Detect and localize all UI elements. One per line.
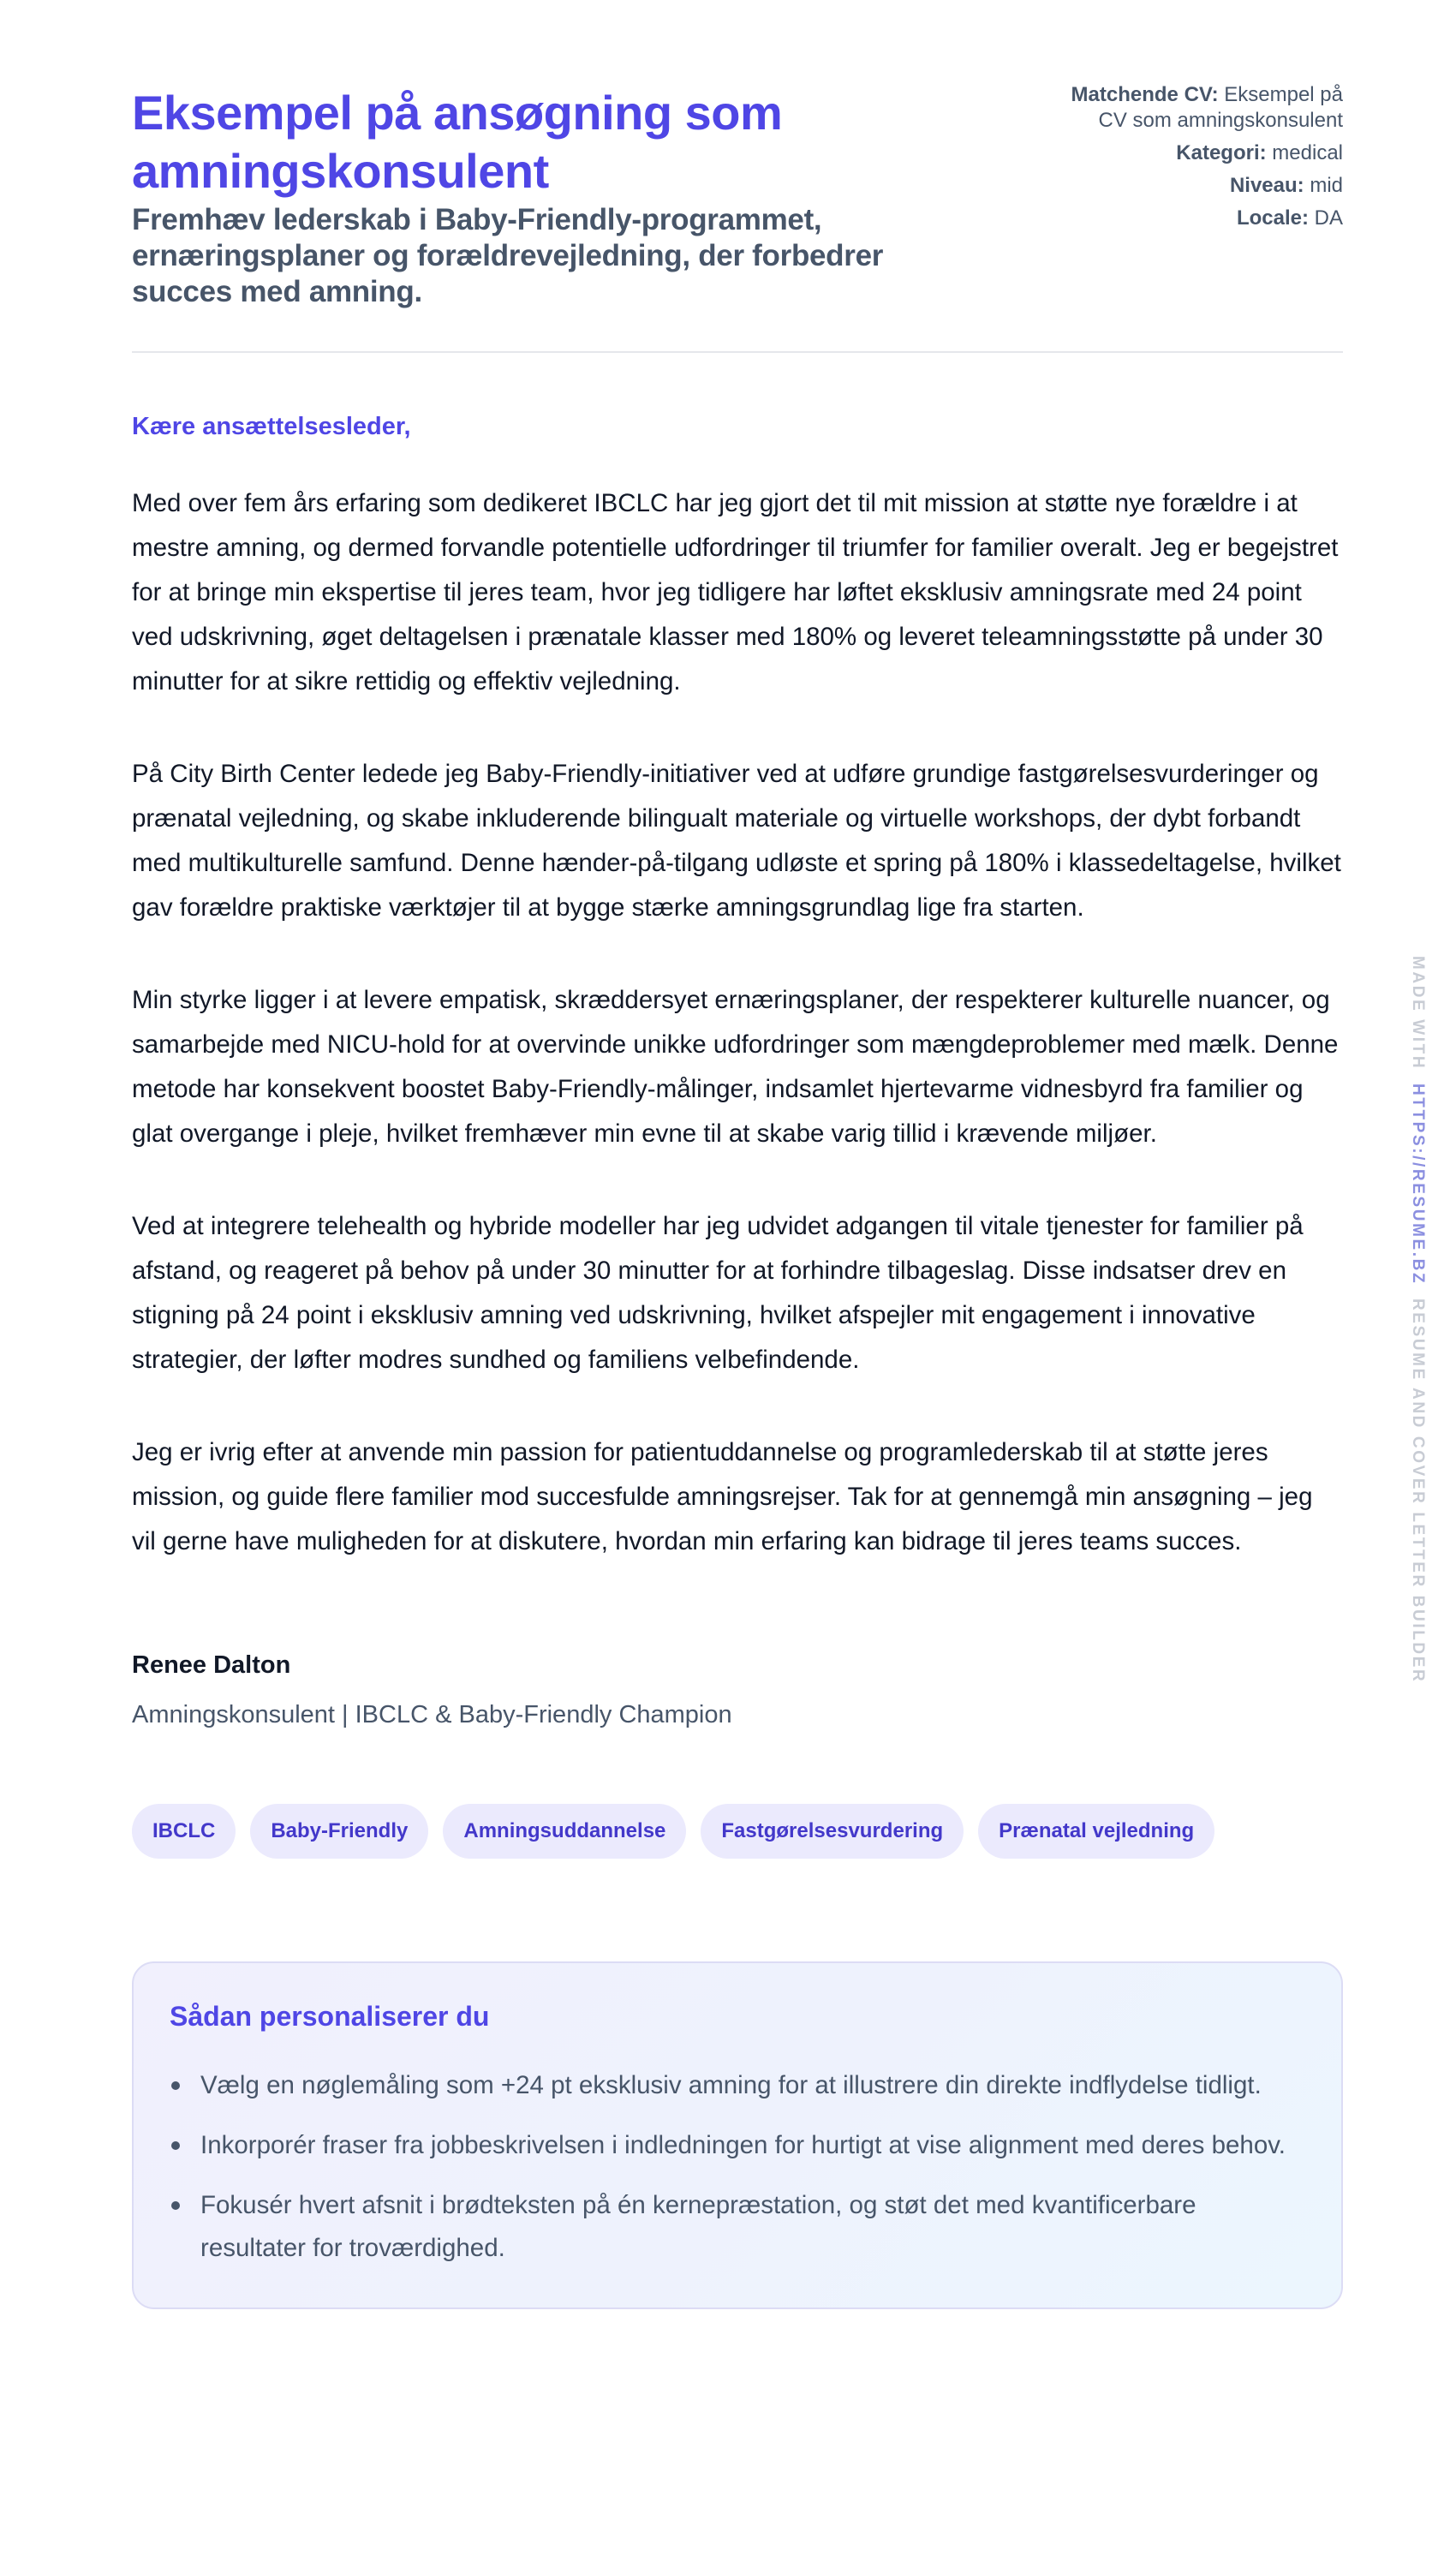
tag-chip[interactable]: Fastgørelsesvurdering — [701, 1804, 964, 1859]
meta-locale — [1060, 206, 1343, 231]
meta-value: medical — [1272, 141, 1343, 164]
header-titles — [132, 84, 971, 310]
tag-chip[interactable]: Baby-Friendly — [250, 1804, 428, 1859]
paragraph-experience: På City Birth Center ledede jeg Baby-Friendly-initiativer ved at udføre grundige fastgørelsesvurderinger og prænatal vejledning, og skabe inkluderende bilingualt materiale og virtuelle workshops, der dybt forbandt med multikulturelle samfund. Denne hænder-på-tilgang udløste et spring på 180% i klassedeltagelse, hvilket gav forældre praktiske værktøjer til at bygge stærke amningsgrundlag lige fra starten. — [132, 760, 1341, 922]
tip-text: Vælg en nøglemåling som +24 pt eksklusiv amning for at illustrere din direkte indflydelse tidligt. — [200, 2071, 1262, 2099]
tip-text: Inkorporér fraser fra jobbeskrivelsen i indledningen for hurtigt at vise alignment med deres behov. — [200, 2131, 1286, 2159]
paragraph-telehealth: Ved at integrere telehealth og hybride modeller har jeg udvidet adgangen til vitale tjenester for familier på afstand, og reageret på behov på under 30 minutter for at forhindre tilbageslag. Disse indsatser drev en stigning på 24 point i eksklusiv amning ved udskrivning, hvilket afspejler mit engagement i innovative strategier, der løfter modres sundhed og familiens velbefindende. — [132, 1212, 1304, 1374]
meta-label: Kategori: — [1176, 141, 1267, 164]
signature — [132, 1650, 1343, 1730]
made-with-watermark — [1405, 956, 1430, 1683]
meta-label: Matchende CV: — [1071, 83, 1219, 106]
bullet-icon — [171, 2141, 180, 2150]
page-subtitle: Fremhæv lederskab i Baby-Friendly-programmet, ernæringsplaner og forældrevejledning, der forbedrer succes med amning. — [132, 203, 884, 308]
watermark-prefix: MADE WITH — [1409, 956, 1427, 1071]
watermark-link[interactable]: HTTPS://RESUME.BZ — [1409, 1083, 1427, 1286]
meta-info — [1060, 82, 1343, 238]
salutation: Kære ansættelsesleder, — [132, 413, 411, 440]
paragraphs — [132, 481, 1343, 1564]
signature-title: Amningskonsulent | IBCLC & Baby-Friendly Champion — [132, 1701, 732, 1728]
tip-item — [170, 2064, 1305, 2107]
meta-value: Eksempel på CV som amningskonsulent — [1098, 83, 1343, 132]
tag-chip[interactable]: Amningsuddannelse — [443, 1804, 686, 1859]
paragraph-closing: Jeg er ivrig efter at anvende min passion for patientuddannelse og programlederskab til at støtte jeres mission, og guide flere familier mod succesfulde amningsrejser. Tak for at gennemgå min ansøgning – jeg vil gerne have muligheden for at diskutere, hvordan min erfaring kan bidrage til jeres teams succes. — [132, 1438, 1313, 1555]
tag-chip[interactable]: IBCLC — [132, 1804, 236, 1859]
tip-text: Fokusér hvert afsnit i brødteksten på én kernepræstation, og støt det med kvantificerbare resultater for troværdighed. — [200, 2191, 1196, 2262]
letter-body — [132, 411, 1343, 1730]
signature-name: Renee Dalton — [132, 1651, 291, 1679]
meta-matching-cv — [1060, 82, 1343, 134]
page-header — [132, 0, 1343, 353]
page-title: Eksempel på ansøgning som amningskonsulent — [132, 86, 783, 198]
tip-item — [170, 2184, 1305, 2270]
tips-list — [170, 2064, 1305, 2270]
paragraph-strengths: Min styrke ligger i at levere empatisk, skræddersyet ernæringsplaner, der respekterer kulturelle nuancer, og samarbejde med NICU-hold for at overvinde unikke udfordringer som mængdeproblemer med mælk. Denne metode har konsekvent boostet Baby-Friendly-målinger, indsamlet hjertevarme vidnesbyrd fra familier og glat overgange i pleje, hvilket fremhæver min evne til at skabe varig tillid i krævende miljøer. — [132, 986, 1339, 1148]
meta-level — [1060, 173, 1343, 199]
paragraph-intro: Med over fem års erfaring som dedikeret IBCLC har jeg gjort det til mit mission at støtte nye forældre i at mestre amning, og dermed forvandle potentielle udfordringer til triumfer for familier overalt. Jeg er begejstret for at bringe min ekspertise til jeres team, hvor jeg tidligere har løftet eksklusiv amningsrate med 24 point ved udskrivning, øget deltagelsen i prænatale klasser med 180% og leveret teleamningsstøtte på under 30 minutter for at sikre rettidig og effektiv vejledning. — [132, 489, 1339, 695]
meta-value: mid — [1310, 174, 1343, 197]
tag-list — [132, 1804, 1343, 1859]
meta-label: Locale: — [1236, 206, 1309, 230]
meta-value: DA — [1314, 206, 1343, 230]
tips-title: Sådan personaliserer du — [170, 2001, 490, 2032]
watermark-suffix: RESUME AND COVER LETTER BUILDER — [1409, 1298, 1427, 1684]
tag-chip[interactable]: Prænatal vejledning — [978, 1804, 1214, 1859]
cover-letter-page — [132, 0, 1343, 2309]
bullet-icon — [171, 2081, 180, 2090]
meta-label: Niveau: — [1229, 174, 1304, 197]
tip-item — [170, 2124, 1305, 2167]
personalization-tips-box — [132, 1961, 1343, 2309]
meta-category — [1060, 140, 1343, 166]
bullet-icon — [171, 2201, 180, 2210]
